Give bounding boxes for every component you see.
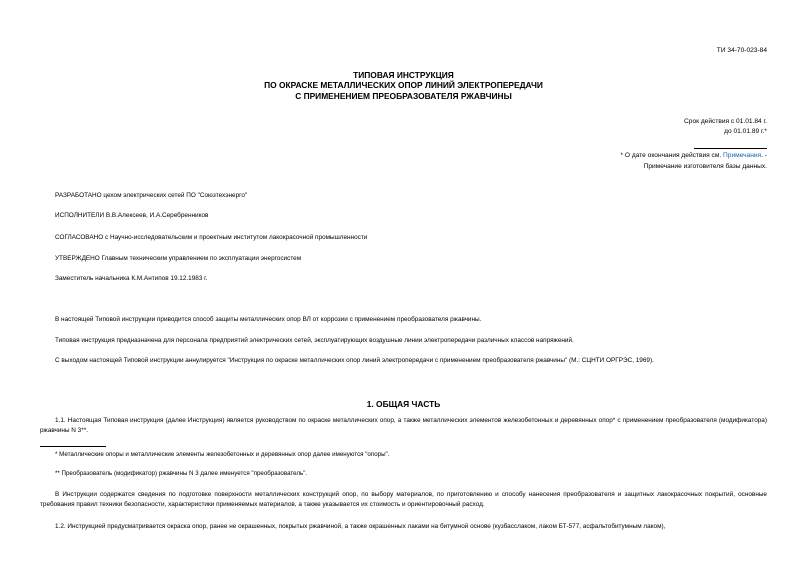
intro-paragraph-3: С выходом настоящей Типовой инструкции аннулируется "Инструкция по окраске металлических опор линий электропередачи с применением преобразователя ржавчины" (М.: СЦНТИ ОРГРЭС, 1969). xyxy=(55,357,654,364)
meta-executors: ИСПОЛНИТЕЛИ В.В.Алексеев, И.А.Серебренников xyxy=(55,212,209,219)
meta-approved: УТВЕРЖДЕНО Главным техническим управлением по эксплуатации энергосистем xyxy=(55,255,302,262)
footnote-1: * Металлические опоры и металлические элементы железобетонных и деревянных опор далее именуются "опоры". xyxy=(55,451,390,458)
section-1-title: 1. ОБЩАЯ ЧАСТЬ xyxy=(366,399,441,409)
notes-link[interactable]: Примечания xyxy=(723,152,762,159)
footnote-divider xyxy=(40,446,106,447)
meta-deputy: Заместитель начальника К.М.Антипов 19.12.1983 г. xyxy=(55,275,208,282)
meta-developed: РАЗРАБОТАНО цехом электрических сетей ПО "Союзтехэнерго" xyxy=(55,192,248,199)
title-line-1: ТИПОВАЯ ИНСТРУКЦИЯ xyxy=(353,70,454,80)
validity-footnote xyxy=(621,151,768,172)
validity-footnote-prefix: * О дате окончания действия см. xyxy=(620,152,724,159)
validity-footnote-suffix: . - xyxy=(761,152,767,159)
validity-start: Срок действия с 01.01.84 г. xyxy=(684,118,767,125)
paragraph-contents: В Инструкции содержатся сведения по подготовке поверхности металлических конструкций опор, по выбору материалов, по приготовлению и способу нанесения преобразователя и защитных лакокрасочных покрытий, основные требования правил техники безопасности, характеристики применяемых материалов, а также указывается их стоимость и ориентировочный расход. xyxy=(40,491,767,508)
document-number: ТИ 34-70-023-84 xyxy=(716,47,767,54)
validity-footnote-line-2: Примечание изготовителя базы данных. xyxy=(643,162,767,170)
footnote-2: ** Преобразователь (модификатор) ржавчины N 3 далее именуется "преобразователь". xyxy=(55,470,308,477)
validity-end: до 01.01.89 г.* xyxy=(724,127,767,135)
validity-footnote-line-1 xyxy=(621,151,768,162)
footnote-divider-top xyxy=(694,148,767,149)
intro-paragraph-2: Типовая инструкция предназначена для персонала предприятий электрических сетей, эксплуатирующих воздушные линии электропередачи различных классов напряжений. xyxy=(55,337,574,344)
title-line-2: ПО ОКРАСКЕ МЕТАЛЛИЧЕСКИХ ОПОР ЛИНИЙ ЭЛЕКТРОПЕРЕДАЧИ xyxy=(264,80,543,91)
meta-agreed: СОГЛАСОВАНО с Научно-исследовательским и проектным институтом лакокрасочной промышленности xyxy=(55,234,368,241)
intro-paragraph-1: В настоящей Типовой инструкции приводится способ защиты металлических опор ВЛ от коррозии с применением преобразователя ржавчины. xyxy=(55,316,482,323)
document-title xyxy=(0,70,807,101)
title-line-3: С ПРИМЕНЕНИЕМ ПРЕОБРАЗОВАТЕЛЯ РЖАВЧИНЫ xyxy=(295,90,512,101)
paragraph-1-1: 1.1. Настоящая Типовая инструкция (далее Инструкция) является руководством по окраске металлических опор, а также металлических элементов железобетонных и деревянных опор* с применением преобразователя (модификатора) ржавчины N 3**. xyxy=(40,417,767,434)
paragraph-1-2: 1.2. Инструкцией предусматривается окраска опор, ранее не окрашенных, покрытых ржавчиной, а также окрашенных лаками на битумной основе (кузбасслаком, лаком БТ-577, асфальтобитумным лаком), xyxy=(55,523,666,530)
validity-period xyxy=(684,117,767,136)
